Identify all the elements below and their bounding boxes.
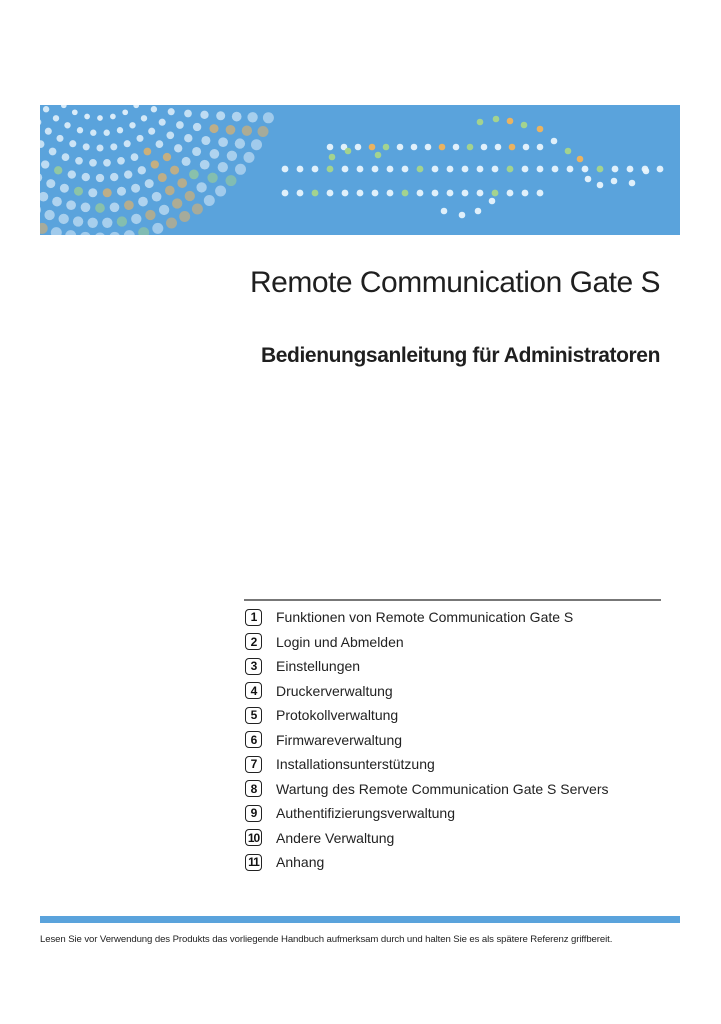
pattern-dot: [432, 166, 439, 173]
pattern-dot: [170, 166, 179, 175]
pattern-dot: [282, 166, 289, 173]
pattern-dot: [372, 166, 379, 173]
pattern-dot: [597, 166, 604, 173]
pattern-dot: [192, 204, 203, 215]
pattern-dot: [96, 174, 104, 182]
chapter-title: Login und Abmelden: [276, 633, 404, 650]
pattern-dot: [117, 187, 126, 196]
pattern-dot: [117, 216, 127, 226]
pattern-dot: [196, 182, 206, 192]
pattern-dot: [109, 232, 120, 235]
pattern-dot: [411, 144, 418, 151]
pattern-dot: [226, 175, 237, 186]
pattern-dot: [40, 205, 41, 215]
pattern-dot: [218, 162, 228, 172]
pattern-dot: [151, 160, 159, 168]
document-subtitle: Bedienungsanleitung für Administratoren: [261, 344, 660, 367]
pattern-dot: [152, 223, 163, 234]
pattern-dot: [189, 170, 199, 180]
pattern-dot: [193, 123, 201, 131]
pattern-dot: [176, 121, 184, 129]
chapter-title: Protokollverwaltung: [276, 707, 399, 724]
pattern-dot: [124, 230, 135, 235]
pattern-dot: [40, 173, 42, 182]
pattern-dot: [138, 166, 146, 174]
pattern-dot: [138, 227, 149, 235]
pattern-dot: [612, 166, 619, 173]
pattern-dot: [145, 179, 154, 188]
chapter-title: Einstellungen: [276, 658, 361, 675]
pattern-dot: [643, 168, 650, 175]
pattern-dot: [77, 127, 83, 133]
chapter-title: Andere Verwaltung: [276, 829, 395, 846]
pattern-dot: [493, 116, 500, 123]
pattern-dot: [51, 227, 62, 235]
chapter-title: Installationsunterstützung: [276, 756, 435, 773]
pattern-dot: [117, 127, 123, 133]
pattern-dot: [481, 144, 488, 151]
pattern-dot: [88, 188, 97, 197]
chapter-number-badge: 8: [245, 780, 262, 797]
pattern-dot: [216, 111, 225, 120]
pattern-dot: [40, 140, 44, 148]
chapter-number-badge: 1: [245, 609, 262, 626]
cover-banner: [40, 105, 680, 235]
pattern-dot: [387, 190, 394, 197]
pattern-dot: [129, 122, 135, 128]
pattern-dot: [397, 144, 404, 151]
pattern-dot: [184, 110, 192, 118]
toc-item: [245, 826, 665, 851]
pattern-dot: [152, 192, 162, 202]
pattern-dot: [462, 190, 469, 197]
pattern-dot: [507, 166, 514, 173]
pattern-dot: [523, 144, 530, 151]
pattern-dot: [235, 164, 246, 175]
pattern-dot: [136, 135, 143, 142]
pattern-dot: [507, 118, 514, 125]
pattern-dot: [81, 202, 91, 212]
chapter-number-badge: 6: [245, 731, 262, 748]
pattern-dot: [509, 144, 516, 151]
pattern-dot: [537, 126, 544, 133]
pattern-dot: [537, 166, 544, 173]
chapter-title: Authentifizierungsverwaltung: [276, 805, 455, 822]
chapter-title: Firmwareverwaltung: [276, 731, 403, 748]
pattern-dot: [282, 190, 289, 197]
pattern-dot: [244, 152, 255, 163]
pattern-dot: [52, 197, 62, 207]
chapter-number-badge: 7: [245, 756, 262, 773]
pattern-dot: [95, 233, 106, 236]
pattern-dot: [329, 154, 336, 161]
pattern-dot: [477, 166, 484, 173]
toc-item: [245, 654, 665, 679]
pattern-dot: [312, 166, 319, 173]
pattern-dot: [45, 128, 52, 135]
pattern-dot: [124, 200, 134, 210]
pattern-dot: [258, 126, 269, 137]
toc-item: [245, 703, 665, 728]
pattern-dot: [477, 190, 484, 197]
pattern-dot: [110, 202, 120, 212]
pattern-dot: [163, 153, 171, 161]
pattern-dot: [104, 130, 110, 136]
pattern-dot: [184, 134, 192, 142]
pattern-dot: [138, 197, 148, 207]
pattern-dot: [159, 119, 166, 126]
pattern-dot: [124, 140, 131, 147]
pattern-dot: [182, 157, 191, 166]
footer-note: Lesen Sie vor Verwendung des Produkts das vorliegende Handbuch aufmerksam durch und halten Sie es als spätere Referenz griffbereit.: [40, 934, 613, 945]
pattern-dot: [552, 166, 559, 173]
pattern-dot: [88, 218, 98, 228]
pattern-dot: [417, 190, 424, 197]
pattern-dot: [537, 190, 544, 197]
toc-item: [245, 605, 665, 630]
pattern-dot: [110, 143, 117, 150]
chapter-number-badge: 5: [245, 707, 262, 724]
chapter-number-badge: 9: [245, 805, 262, 822]
pattern-dot: [218, 137, 228, 147]
pattern-dot: [462, 166, 469, 173]
pattern-dot: [97, 115, 103, 121]
toc-item: [245, 679, 665, 704]
pattern-dot: [185, 191, 195, 201]
pattern-dot: [417, 166, 424, 173]
pattern-dot: [61, 105, 67, 108]
pattern-dot: [144, 148, 152, 156]
pattern-dot: [156, 140, 164, 148]
pattern-dot: [151, 106, 157, 112]
pattern-dot: [60, 184, 69, 193]
toc-item: [245, 777, 665, 802]
pattern-dot: [657, 166, 664, 173]
pattern-dot: [577, 156, 584, 163]
toc-item: [245, 752, 665, 777]
pattern-dot: [247, 112, 257, 122]
pattern-dot: [72, 109, 78, 115]
pattern-dot: [122, 109, 128, 115]
footer-accent-bar: [40, 916, 680, 923]
pattern-dot: [64, 122, 70, 128]
pattern-dot: [312, 190, 319, 197]
pattern-dot: [521, 122, 528, 129]
pattern-dot: [168, 108, 175, 115]
pattern-dot: [158, 173, 167, 182]
pattern-dot: [124, 170, 132, 178]
chapter-title: Druckerverwaltung: [276, 682, 393, 699]
pattern-dot: [44, 210, 54, 220]
pattern-dot: [54, 166, 62, 174]
pattern-dot: [492, 166, 499, 173]
pattern-dot: [141, 115, 147, 121]
pattern-dot: [567, 166, 574, 173]
pattern-dot: [56, 135, 63, 142]
pattern-dot: [46, 179, 55, 188]
pattern-dot: [90, 130, 96, 136]
pattern-dot: [110, 173, 118, 181]
pattern-dot: [83, 143, 90, 150]
pattern-dot: [49, 148, 57, 156]
pattern-dot: [372, 190, 379, 197]
pattern-dot: [522, 190, 529, 197]
pattern-dot: [447, 190, 454, 197]
pattern-dot: [477, 119, 484, 126]
pattern-dot: [148, 128, 155, 135]
pattern-dot: [73, 216, 83, 226]
pattern-dot: [102, 218, 112, 228]
pattern-dot: [327, 144, 334, 151]
pattern-dot: [166, 218, 177, 229]
pattern-dot: [131, 184, 140, 193]
pattern-dot: [453, 144, 460, 151]
pattern-dot: [375, 152, 382, 159]
pattern-dot: [204, 195, 215, 206]
pattern-dot: [402, 166, 409, 173]
pattern-dot: [357, 190, 364, 197]
chapter-number-badge: 4: [245, 682, 262, 699]
pattern-dot: [551, 138, 558, 145]
pattern-dot: [96, 144, 103, 151]
toc-item: [245, 630, 665, 655]
pattern-dot: [327, 166, 334, 173]
pattern-dot: [327, 190, 334, 197]
pattern-dot: [117, 157, 125, 165]
pattern-dot: [131, 214, 141, 224]
pattern-dot: [95, 203, 105, 213]
pattern-dot: [103, 188, 112, 197]
pattern-dot: [597, 182, 604, 189]
pattern-dot: [174, 144, 182, 152]
document-title: Remote Communication Gate S: [249, 266, 660, 299]
pattern-dot: [82, 173, 90, 181]
pattern-dot: [342, 190, 349, 197]
pattern-dot: [103, 159, 111, 167]
table-of-contents: [245, 605, 665, 875]
pattern-dot: [215, 186, 226, 197]
pattern-dot: [342, 166, 349, 173]
pattern-dot: [172, 198, 182, 208]
pattern-dot: [40, 223, 48, 234]
pattern-dot: [226, 125, 236, 135]
chapter-title: Anhang: [276, 854, 325, 871]
chapter-number-badge: 3: [245, 658, 262, 675]
toc-item: [245, 728, 665, 753]
pattern-dot: [200, 160, 210, 170]
pattern-dot: [441, 208, 448, 215]
chapter-title: Funktionen von Remote Communication Gate S: [276, 609, 574, 626]
toc-item: [245, 850, 665, 875]
pattern-dot: [582, 166, 589, 173]
dot-pattern-graphic: [40, 105, 680, 235]
pattern-dot: [355, 144, 362, 151]
pattern-dot: [495, 144, 502, 151]
pattern-dot: [297, 190, 304, 197]
pattern-dot: [179, 211, 190, 222]
pattern-dot: [53, 115, 59, 121]
toc-item: [245, 801, 665, 826]
pattern-dot: [522, 166, 529, 173]
chapter-number-badge: 11: [245, 854, 262, 871]
pattern-dot: [145, 210, 155, 220]
pattern-dot: [489, 198, 496, 205]
pattern-dot: [165, 186, 175, 196]
pattern-dot: [59, 214, 69, 224]
pattern-dot: [200, 111, 208, 119]
pattern-dot: [585, 176, 592, 183]
pattern-dot: [235, 138, 245, 148]
pattern-dot: [74, 187, 83, 196]
pattern-dot: [611, 178, 618, 185]
pattern-dot: [131, 153, 139, 161]
pattern-dot: [439, 144, 446, 151]
pattern-dot: [387, 166, 394, 173]
pattern-dot: [459, 212, 466, 219]
pattern-dot: [447, 166, 454, 173]
pattern-dot: [207, 173, 217, 183]
pattern-dot: [467, 144, 474, 151]
pattern-dot: [166, 131, 174, 139]
chapter-title: Wartung des Remote Communication Gate S Servers: [276, 780, 609, 797]
pattern-dot: [369, 144, 376, 151]
pattern-dot: [432, 190, 439, 197]
pattern-dot: [537, 144, 544, 151]
pattern-dot: [232, 112, 242, 122]
pattern-dot: [159, 205, 169, 215]
pattern-dot: [383, 144, 390, 151]
pattern-dot: [62, 153, 70, 161]
pattern-dot: [475, 208, 482, 215]
pattern-dot: [177, 178, 187, 188]
pattern-dot: [345, 148, 352, 155]
pattern-dot: [75, 157, 83, 165]
pattern-dot: [65, 230, 76, 235]
pattern-dot: [242, 126, 252, 136]
pattern-dot: [251, 139, 262, 150]
pattern-dot: [297, 166, 304, 173]
pattern-dot: [263, 112, 274, 123]
pattern-dot: [201, 136, 210, 145]
pattern-dot: [84, 114, 90, 120]
pattern-dot: [43, 106, 49, 112]
pattern-dot: [565, 148, 572, 155]
chapter-number-badge: 10: [245, 829, 262, 846]
pattern-dot: [40, 119, 41, 126]
pattern-dot: [41, 160, 49, 168]
pattern-dot: [133, 105, 139, 108]
pattern-dot: [89, 159, 97, 167]
pattern-dot: [110, 114, 116, 120]
pattern-dot: [507, 190, 514, 197]
pattern-dot: [425, 144, 432, 151]
pattern-dot: [210, 149, 220, 159]
pattern-dot: [627, 166, 634, 173]
pattern-dot: [68, 170, 76, 178]
pattern-dot: [80, 232, 91, 235]
pattern-dot: [192, 147, 201, 156]
pattern-dot: [357, 166, 364, 173]
pattern-dot: [69, 140, 76, 147]
toc-divider: [244, 599, 661, 601]
pattern-dot: [402, 190, 409, 197]
pattern-dot: [40, 192, 48, 202]
pattern-dot: [629, 180, 636, 187]
pattern-dot: [209, 124, 218, 133]
chapter-number-badge: 2: [245, 633, 262, 650]
pattern-dot: [66, 200, 76, 210]
pattern-dot: [227, 151, 237, 161]
pattern-dot: [492, 190, 499, 197]
